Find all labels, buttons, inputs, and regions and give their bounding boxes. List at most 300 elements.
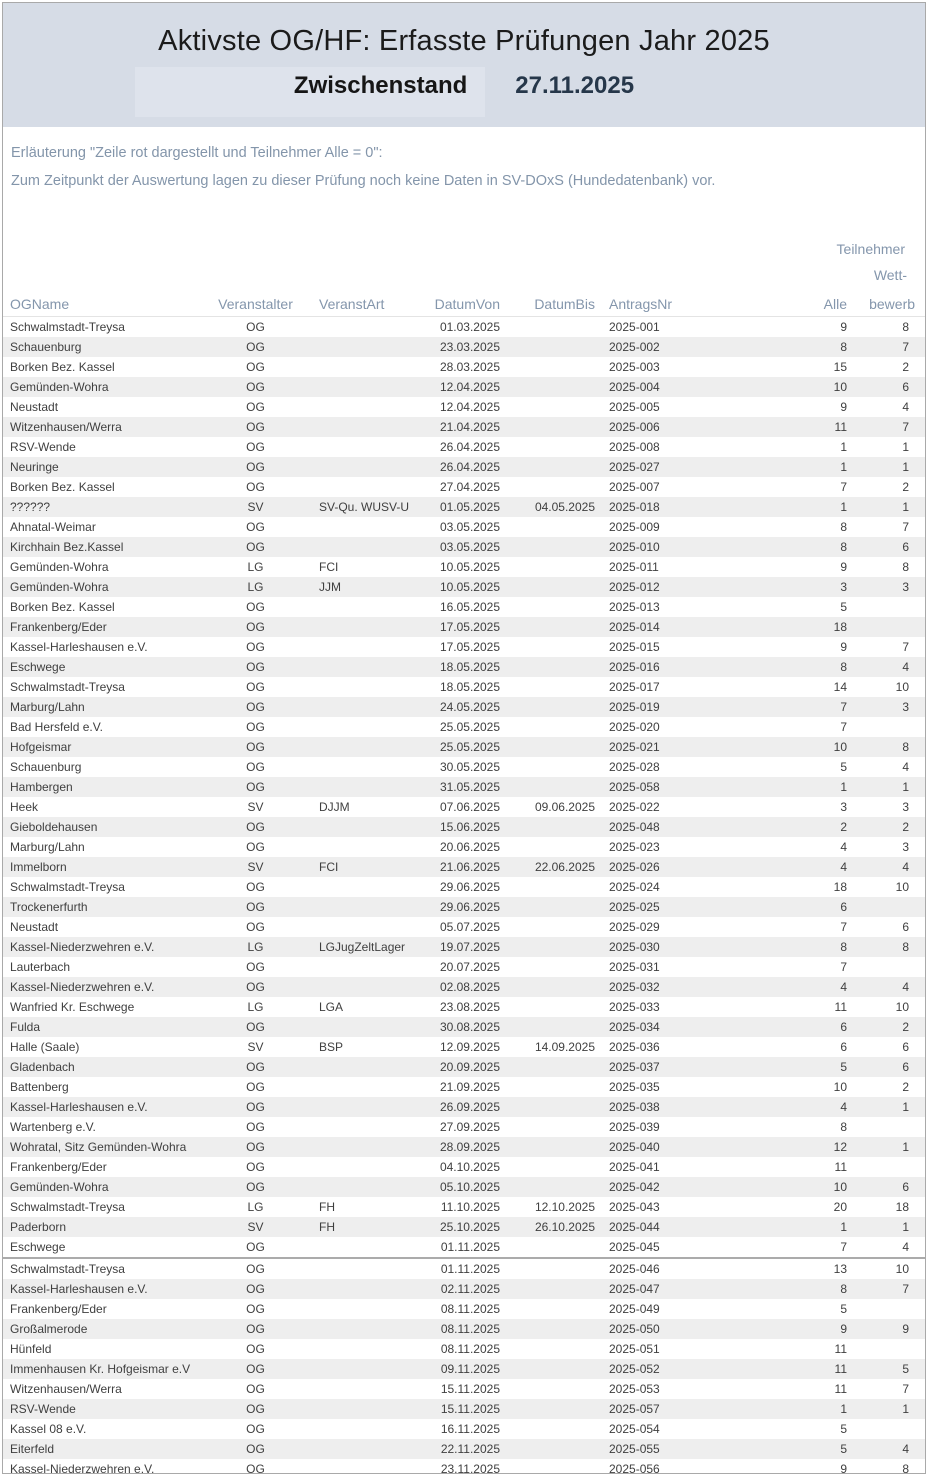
table-header [3, 225, 925, 317]
cell-wettbewerb [851, 957, 925, 977]
cell-ogname: Bad Hersfeld e.V. [10, 720, 103, 734]
cell-veranstart [313, 477, 418, 497]
table-row [3, 797, 925, 817]
cell-ogname: Borken Bez. Kassel [10, 600, 115, 614]
cell-datumbis [506, 997, 601, 1017]
cell-veranstart [313, 1077, 418, 1097]
table-row [3, 1117, 925, 1137]
table-row [3, 1279, 925, 1299]
cell-veranstart [313, 617, 418, 637]
cell-antragsnr: 2025-036 [609, 1040, 660, 1054]
cell-datumvon: 19.07.2025 [439, 940, 500, 954]
cell-ogname: Kirchhain Bez.Kassel [10, 540, 124, 554]
cell-datumbis: 26.10.2025 [534, 1220, 595, 1234]
table-row [3, 777, 925, 797]
table-row [3, 1197, 925, 1217]
cell-wettbewerb: 2 [902, 480, 910, 494]
cell-wettbewerb: 1 [902, 780, 910, 794]
cell-datumbis [506, 817, 601, 837]
cell-wettbewerb: 1 [902, 500, 910, 514]
cell-veranstart [313, 737, 418, 757]
cell-wettbewerb: 4 [902, 1240, 910, 1254]
cell-datumvon: 08.11.2025 [440, 1302, 500, 1316]
cell-ogname: ?????? [10, 500, 51, 514]
table-row [3, 457, 925, 477]
cell-alle: 7 [840, 720, 847, 734]
cell-wettbewerb: 4 [902, 860, 910, 874]
cell-datumvon: 12.09.2025 [439, 1040, 500, 1054]
cell-wettbewerb: 9 [902, 1322, 910, 1336]
table-row [3, 1339, 925, 1359]
cell-alle: 15 [833, 360, 847, 374]
cell-ogname: Eschwege [10, 1240, 66, 1254]
table-row [3, 1217, 925, 1237]
cell-ogname: Paderborn [10, 1220, 67, 1234]
cell-datumbis [506, 897, 601, 917]
table-row [3, 1419, 925, 1439]
subtitle-date: 27.11.2025 [515, 72, 635, 99]
cell-antragsnr: 2025-024 [609, 880, 660, 894]
cell-antragsnr: 2025-029 [609, 920, 660, 934]
cell-antragsnr: 2025-057 [609, 1402, 660, 1416]
cell-veranstalter: SV [247, 1220, 264, 1234]
cell-antragsnr: 2025-002 [609, 340, 660, 354]
cell-alle: 8 [840, 940, 847, 954]
cell-veranstart [313, 1459, 418, 1474]
column-group-teilnehmer: Teilnehmer [836, 241, 906, 257]
cell-ogname: Gemünden-Wohra [10, 1180, 109, 1194]
cell-ogname: Eschwege [10, 660, 66, 674]
header-wett-row [3, 257, 925, 283]
cell-ogname: Schwalmstadt-Treysa [10, 1262, 125, 1276]
cell-alle: 5 [840, 1422, 847, 1436]
cell-datumvon: 02.11.2025 [440, 1282, 500, 1296]
cell-alle: 4 [840, 980, 847, 994]
cell-wettbewerb: 1 [902, 440, 910, 454]
cell-antragsnr: 2025-030 [609, 940, 660, 954]
cell-alle: 13 [833, 1262, 847, 1276]
cell-veranstart [313, 317, 418, 338]
cell-antragsnr: 2025-017 [609, 680, 660, 694]
cell-alle: 20 [833, 1200, 847, 1214]
cell-ogname: Hünfeld [10, 1342, 52, 1356]
cell-wettbewerb: 6 [902, 1040, 910, 1054]
cell-datumbis [506, 1258, 601, 1279]
cell-antragsnr: 2025-038 [609, 1100, 660, 1114]
cell-alle: 1 [840, 1220, 847, 1234]
cell-veranstart [313, 337, 418, 357]
report-page [2, 2, 926, 1474]
cell-veranstalter: SV [247, 1040, 264, 1054]
cell-alle: 12 [833, 1140, 847, 1154]
cell-antragsnr: 2025-016 [609, 660, 660, 674]
table-row [3, 737, 925, 757]
cell-datumbis [506, 1419, 601, 1439]
column-header-ogname: OGName [10, 296, 70, 312]
cell-wettbewerb: 4 [902, 660, 910, 674]
cell-alle: 5 [840, 600, 847, 614]
cell-antragsnr: 2025-031 [609, 960, 660, 974]
table-row [3, 617, 925, 637]
column-header-wett-line2: bewerb [869, 296, 916, 312]
cell-datumbis [506, 537, 601, 557]
cell-veranstalter: SV [247, 800, 264, 814]
cell-veranstalter: OG [246, 540, 265, 554]
cell-alle: 10 [833, 1180, 847, 1194]
cell-alle: 4 [840, 860, 847, 874]
cell-antragsnr: 2025-019 [609, 700, 660, 714]
cell-veranstart: LGA [319, 1000, 344, 1014]
cell-ogname: Ahnatal-Weimar [10, 520, 96, 534]
cell-veranstalter: OG [246, 980, 265, 994]
cell-datumbis [506, 1157, 601, 1177]
cell-datumvon: 16.05.2025 [439, 600, 500, 614]
cell-ogname: Eiterfeld [10, 1442, 55, 1456]
cell-veranstalter: SV [247, 860, 264, 874]
column-header-antragsnr: AntragsNr [609, 296, 673, 312]
cell-alle: 1 [840, 460, 847, 474]
cell-veranstalter: OG [246, 840, 265, 854]
cell-antragsnr: 2025-014 [609, 620, 660, 634]
table-row [3, 1057, 925, 1077]
cell-veranstart [313, 1339, 418, 1359]
table-row [3, 917, 925, 937]
cell-wettbewerb: 6 [902, 1180, 910, 1194]
cell-veranstart [313, 1299, 418, 1319]
cell-veranstalter: OG [246, 880, 265, 894]
cell-veranstalter: OG [246, 1302, 265, 1316]
cell-ogname: Immelborn [10, 860, 67, 874]
cell-alle: 18 [833, 880, 847, 894]
cell-datumvon: 20.07.2025 [439, 960, 500, 974]
cell-alle: 3 [840, 580, 847, 594]
cell-veranstart [313, 1399, 418, 1419]
cell-wettbewerb: 2 [902, 820, 910, 834]
cell-alle: 7 [840, 700, 847, 714]
cell-datumvon: 23.08.2025 [439, 1000, 500, 1014]
cell-alle: 6 [840, 900, 847, 914]
cell-wettbewerb: 3 [902, 580, 910, 594]
cell-alle: 8 [840, 520, 847, 534]
cell-alle: 10 [833, 740, 847, 754]
cell-veranstalter: SV [247, 500, 264, 514]
cell-ogname: Neustadt [10, 400, 59, 414]
cell-wettbewerb: 8 [902, 1462, 910, 1474]
cell-veranstart [313, 1157, 418, 1177]
table-row [3, 1399, 925, 1419]
cell-datumbis [506, 777, 601, 797]
cell-ogname: Lauterbach [10, 960, 71, 974]
cell-ogname: Frankenberg/Eder [10, 1302, 107, 1316]
cell-antragsnr: 2025-049 [609, 1302, 660, 1316]
cell-veranstalter: OG [246, 1462, 265, 1474]
cell-veranstart [313, 1117, 418, 1137]
cell-antragsnr: 2025-053 [609, 1382, 660, 1396]
cell-antragsnr: 2025-008 [609, 440, 660, 454]
cell-ogname: Kassel-Niederzwehren e.V. [10, 980, 155, 994]
cell-antragsnr: 2025-047 [609, 1282, 660, 1296]
cell-datumvon: 08.11.2025 [440, 1342, 500, 1356]
cell-datumbis: 22.06.2025 [534, 860, 595, 874]
cell-veranstalter: LG [247, 580, 264, 594]
cell-veranstalter: OG [246, 1262, 265, 1276]
cell-veranstalter: LG [247, 940, 264, 954]
cell-datumbis [506, 1117, 601, 1137]
cell-veranstalter: OG [246, 1160, 265, 1174]
cell-ogname: Schwalmstadt-Treysa [10, 880, 125, 894]
cell-veranstalter: OG [246, 1322, 265, 1336]
cell-datumbis [506, 617, 601, 637]
cell-alle: 14 [833, 680, 847, 694]
cell-datumbis [506, 397, 601, 417]
cell-veranstalter: OG [246, 1362, 265, 1376]
cell-ogname: Gemünden-Wohra [10, 580, 109, 594]
cell-datumvon: 29.06.2025 [439, 880, 500, 894]
cell-antragsnr: 2025-004 [609, 380, 660, 394]
cell-wettbewerb [851, 1339, 925, 1359]
cell-datumvon: 03.05.2025 [439, 540, 500, 554]
cell-veranstart: BSP [319, 1040, 344, 1054]
cell-ogname: Kassel-Harleshausen e.V. [10, 1100, 148, 1114]
cell-datumvon: 22.11.2025 [440, 1442, 500, 1456]
cell-ogname: Gieboldehausen [10, 820, 98, 834]
explanation-line-2: Zum Zeitpunkt der Auswertung lagen zu dieser Prüfung noch keine Daten in SV-DOxS (Hundedatenbank) vor. [11, 173, 716, 189]
cell-antragsnr: 2025-025 [609, 900, 660, 914]
cell-antragsnr: 2025-035 [609, 1080, 660, 1094]
cell-antragsnr: 2025-020 [609, 720, 660, 734]
cell-alle: 7 [840, 960, 847, 974]
cell-alle: 8 [840, 1120, 847, 1134]
cell-veranstart [313, 697, 418, 717]
cell-veranstart: FH [319, 1200, 335, 1214]
cell-datumvon: 30.05.2025 [439, 760, 500, 774]
cell-datumvon: 28.09.2025 [439, 1140, 500, 1154]
cell-datumbis [506, 457, 601, 477]
cell-datumvon: 12.04.2025 [439, 380, 500, 394]
cell-datumvon: 25.05.2025 [439, 720, 500, 734]
cell-datumvon: 02.08.2025 [439, 980, 500, 994]
table-row [3, 1319, 925, 1339]
cell-wettbewerb: 4 [902, 1442, 910, 1456]
cell-ogname: Schauenburg [10, 340, 82, 354]
cell-wettbewerb: 5 [902, 1362, 910, 1376]
table-row [3, 1379, 925, 1399]
cell-datumbis [506, 437, 601, 457]
cell-antragsnr: 2025-032 [609, 980, 660, 994]
table-row [3, 1137, 925, 1157]
cell-datumvon: 26.09.2025 [439, 1100, 500, 1114]
cell-alle: 11 [834, 1362, 847, 1376]
cell-alle: 11 [834, 1342, 847, 1356]
cell-antragsnr: 2025-045 [609, 1240, 660, 1254]
cell-wettbewerb: 2 [902, 360, 910, 374]
cell-antragsnr: 2025-039 [609, 1120, 660, 1134]
cell-datumbis [506, 317, 601, 338]
cell-veranstart [313, 1137, 418, 1157]
cell-datumbis [506, 357, 601, 377]
cell-ogname: Wohratal, Sitz Gemünden-Wohra [10, 1140, 187, 1154]
cell-datumbis [506, 1299, 601, 1319]
cell-alle: 3 [840, 800, 847, 814]
cell-veranstart [313, 1419, 418, 1439]
cell-antragsnr: 2025-058 [609, 780, 660, 794]
cell-ogname: Gemünden-Wohra [10, 380, 109, 394]
cell-antragsnr: 2025-042 [609, 1180, 660, 1194]
cell-datumvon: 28.03.2025 [439, 360, 500, 374]
cell-antragsnr: 2025-037 [609, 1060, 660, 1074]
cell-wettbewerb: 7 [902, 1282, 910, 1296]
cell-veranstalter: OG [246, 400, 265, 414]
cell-alle: 6 [840, 1040, 847, 1054]
cell-ogname: Borken Bez. Kassel [10, 480, 115, 494]
cell-veranstalter: OG [246, 1240, 265, 1254]
cell-datumvon: 15.11.2025 [440, 1402, 500, 1416]
cell-veranstalter: OG [246, 720, 265, 734]
cell-veranstalter: OG [246, 700, 265, 714]
cell-veranstart: FCI [319, 860, 339, 874]
table-row [3, 717, 925, 737]
cell-wettbewerb [851, 717, 925, 737]
table-row [3, 537, 925, 557]
cell-ogname: Wanfried Kr. Eschwege [10, 1000, 135, 1014]
cell-alle: 4 [840, 1100, 847, 1114]
cell-antragsnr: 2025-044 [609, 1220, 660, 1234]
cell-antragsnr: 2025-054 [609, 1422, 660, 1436]
cell-veranstart: LGJugZeltLager [319, 940, 406, 954]
table-row [3, 1017, 925, 1037]
cell-alle: 1 [840, 1402, 847, 1416]
subtitle-label: Zwischenstand [293, 72, 468, 99]
cell-alle: 8 [840, 1282, 847, 1296]
cell-datumvon: 07.06.2025 [439, 800, 500, 814]
cell-datumbis [506, 377, 601, 397]
cell-datumbis [506, 677, 601, 697]
table-row [3, 1299, 925, 1319]
cell-veranstalter: OG [246, 1342, 265, 1356]
cell-ogname: Frankenberg/Eder [10, 620, 107, 634]
cell-alle: 8 [840, 540, 847, 554]
cell-datumbis: 04.05.2025 [534, 500, 595, 514]
cell-wettbewerb: 2 [902, 1080, 910, 1094]
cell-datumvon: 05.07.2025 [439, 920, 500, 934]
cell-ogname: Witzenhausen/Werra [10, 1382, 122, 1396]
cell-veranstart [313, 657, 418, 677]
cell-datumvon: 10.05.2025 [439, 560, 500, 574]
cell-antragsnr: 2025-018 [609, 500, 660, 514]
cell-datumvon: 31.05.2025 [439, 780, 500, 794]
cell-veranstalter: OG [246, 740, 265, 754]
cell-ogname: Kassel-Harleshausen e.V. [10, 1282, 148, 1296]
cell-veranstart [313, 1057, 418, 1077]
cell-ogname: Kassel-Niederzwehren e.V. [10, 940, 155, 954]
cell-veranstart [313, 1177, 418, 1197]
cell-datumvon: 23.03.2025 [439, 340, 500, 354]
cell-veranstalter: OG [246, 520, 265, 534]
cell-wettbewerb: 1 [902, 1100, 910, 1114]
cell-wettbewerb: 4 [902, 980, 910, 994]
cell-datumvon: 16.11.2025 [440, 1422, 500, 1436]
table-row [3, 937, 925, 957]
cell-datumbis [506, 717, 601, 737]
explanation-block [3, 127, 925, 201]
cell-alle: 1 [840, 780, 847, 794]
cell-wettbewerb: 6 [902, 920, 910, 934]
cell-antragsnr: 2025-015 [609, 640, 660, 654]
cell-alle: 1 [840, 440, 847, 454]
cell-veranstalter: OG [246, 1020, 265, 1034]
cell-veranstalter: OG [246, 640, 265, 654]
cell-wettbewerb: 7 [902, 640, 910, 654]
cell-datumbis [506, 1017, 601, 1037]
table-row [3, 897, 925, 917]
cell-datumvon: 01.11.2025 [440, 1240, 500, 1254]
cell-wettbewerb: 3 [902, 800, 910, 814]
cell-veranstalter: OG [246, 320, 265, 334]
cell-datumvon: 10.05.2025 [439, 580, 500, 594]
cell-veranstalter: OG [246, 460, 265, 474]
table-row [3, 377, 925, 397]
cell-alle: 7 [840, 1240, 847, 1254]
table-row [3, 497, 925, 517]
cell-datumvon: 17.05.2025 [439, 640, 500, 654]
cell-datumvon: 11.10.2025 [440, 1200, 500, 1214]
cell-wettbewerb: 10 [895, 880, 910, 894]
table-row [3, 1097, 925, 1117]
cell-wettbewerb: 3 [902, 700, 910, 714]
cell-veranstart [313, 917, 418, 937]
cell-antragsnr: 2025-007 [609, 480, 660, 494]
cell-wettbewerb: 7 [902, 340, 910, 354]
cell-alle: 6 [840, 1020, 847, 1034]
cell-wettbewerb [851, 1299, 925, 1319]
title-band [3, 3, 925, 127]
cell-ogname: Immenhausen Kr. Hofgeismar e.V [10, 1362, 191, 1376]
cell-wettbewerb: 8 [902, 740, 910, 754]
cell-antragsnr: 2025-006 [609, 420, 660, 434]
header-group-row [3, 225, 925, 257]
cell-veranstalter: OG [246, 1382, 265, 1396]
table-row [3, 597, 925, 617]
cell-datumbis [506, 1279, 601, 1299]
cell-antragsnr: 2025-050 [609, 1322, 660, 1336]
cell-veranstart [313, 677, 418, 697]
cell-datumbis [506, 597, 601, 617]
cell-ogname: Kassel-Harleshausen e.V. [10, 640, 148, 654]
table-row [3, 817, 925, 837]
cell-wettbewerb: 7 [902, 520, 910, 534]
cell-datumbis [506, 1319, 601, 1339]
cell-veranstart [313, 537, 418, 557]
cell-veranstart [313, 1379, 418, 1399]
cell-datumvon: 12.04.2025 [439, 400, 500, 414]
table-row [3, 1237, 925, 1258]
cell-wettbewerb: 18 [895, 1200, 910, 1214]
cell-wettbewerb: 1 [902, 1220, 910, 1234]
cell-wettbewerb [851, 597, 925, 617]
cell-veranstart [313, 1097, 418, 1117]
cell-ogname: Battenberg [10, 1080, 69, 1094]
table-row [3, 517, 925, 537]
cell-veranstalter: LG [247, 1000, 264, 1014]
cell-wettbewerb: 2 [902, 1020, 910, 1034]
table-row [3, 957, 925, 977]
cell-antragsnr: 2025-056 [609, 1462, 660, 1474]
column-header-veranstalter: Veranstalter [218, 296, 293, 312]
table-row [3, 997, 925, 1017]
cell-veranstalter: OG [246, 1080, 265, 1094]
cell-datumvon: 03.05.2025 [439, 520, 500, 534]
cell-ogname: Hambergen [10, 780, 73, 794]
